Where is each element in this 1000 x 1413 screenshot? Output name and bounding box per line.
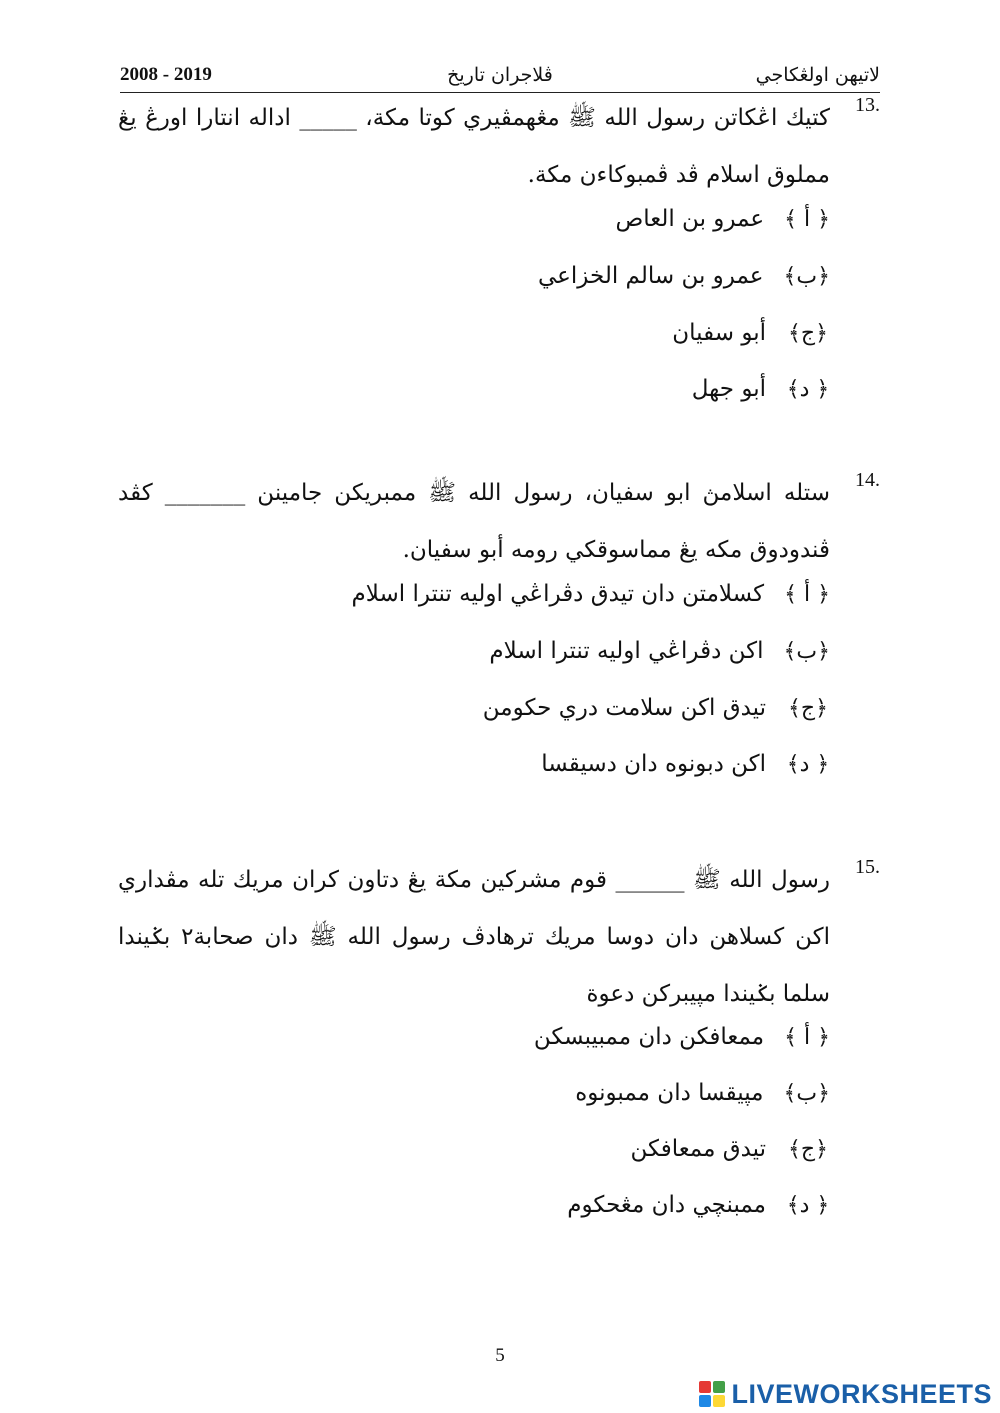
option-text: أبو جهل — [691, 376, 766, 402]
option-text: أبو سفيان — [672, 320, 766, 346]
option-a[interactable] — [352, 581, 830, 607]
option-d[interactable] — [567, 1192, 830, 1218]
option-c[interactable] — [483, 695, 830, 721]
option-a[interactable] — [615, 206, 830, 232]
question-number: 15. — [855, 856, 880, 878]
option-label: ﴿ب﴾ — [783, 263, 830, 289]
logo-square-red — [699, 1381, 711, 1393]
option-label: ﴿ج﴾ — [788, 1136, 828, 1162]
option-text: كسلامتن دان تيدق دڤراڠي اوليه تنترا اسلام — [351, 581, 765, 607]
option-b[interactable] — [575, 1080, 830, 1106]
option-c[interactable] — [672, 320, 830, 346]
page-header — [120, 62, 880, 93]
option-label: ﴿ أ ﴾ — [784, 581, 830, 607]
option-label: ﴿ج﴾ — [788, 320, 828, 346]
liveworksheets-logo-icon — [699, 1381, 725, 1407]
option-text: عمرو بن العاص — [615, 206, 765, 232]
option-label: ﴿ج﴾ — [788, 695, 828, 721]
option-label: ﴿ أ ﴾ — [784, 206, 830, 232]
question-number: 13. — [855, 94, 880, 116]
option-label: ﴿ب﴾ — [783, 1080, 830, 1106]
header-subject: ڤلاجران تاريخ — [447, 64, 553, 86]
option-d[interactable] — [541, 751, 830, 777]
option-text: عمرو بن سالم الخزاعي — [538, 263, 764, 289]
option-text: تيدق ممعافكن — [630, 1136, 766, 1162]
logo-square-yellow — [713, 1395, 725, 1407]
option-label: ﴿ أ ﴾ — [784, 1024, 830, 1050]
page-number: 5 — [495, 1345, 505, 1366]
option-text: تيدق اكن سلامت دري حكومن — [482, 695, 766, 721]
option-label: ﴿ د﴾ — [786, 751, 830, 777]
option-a[interactable] — [534, 1024, 830, 1050]
option-d[interactable] — [692, 376, 830, 402]
logo-square-blue — [699, 1395, 711, 1407]
option-label: ﴿ د﴾ — [786, 1192, 830, 1218]
question-number: 14. — [855, 469, 880, 491]
header-years: 2008 - 2019 — [120, 64, 212, 85]
option-b[interactable] — [538, 263, 830, 289]
option-text: ممعافكن دان ممبيبسكن — [533, 1024, 765, 1050]
option-c[interactable] — [631, 1136, 831, 1162]
option-label: ﴿ د﴾ — [786, 376, 830, 402]
header-title: لاتيهن اولڠكاجي — [755, 64, 880, 86]
question-stem: رسول الله ﷺ ______ قوم مشركين مكة يڠ دتاون كران مريك تله مڤداري اكن كسلاهن دان دوسا مريك ترهادڤ رسول الله ﷺ دان صحابة٢ بݢيندا سلما بݢيندا مڽيبركن دعوة — [118, 867, 830, 1007]
option-text: اكن دبونوه دان دسيقسا — [541, 751, 766, 777]
option-text: مڽيقسا دان ممبونوه — [575, 1080, 764, 1106]
logo-text: LIVEWORKSHEETS — [731, 1378, 992, 1409]
question-stem: ستله اسلامڽ ابو سفيان، رسول الله ﷺ ممبريكن جامينن _______ كڤد ڤندودوق مكه يڠ مماسوقكي رومه أبو سفيان. — [118, 480, 830, 563]
option-text: ممبنچي دان مڠحكوم — [567, 1192, 766, 1218]
option-label: ﴿ب﴾ — [783, 638, 830, 664]
question-stem: كتيك اڠكاتن رسول الله ﷺ مڠهمڤيري كوتا مكة، _____ اداله انتارا اورڠ يڠ مملوق اسلام ڤد ڤمبوكاءن مكة. — [118, 105, 830, 188]
option-b[interactable] — [489, 638, 830, 664]
option-text: اكن دڤراڠي اوليه تنترا اسلام — [489, 638, 764, 664]
logo-square-green — [713, 1381, 725, 1393]
liveworksheets-logo — [699, 1378, 992, 1410]
